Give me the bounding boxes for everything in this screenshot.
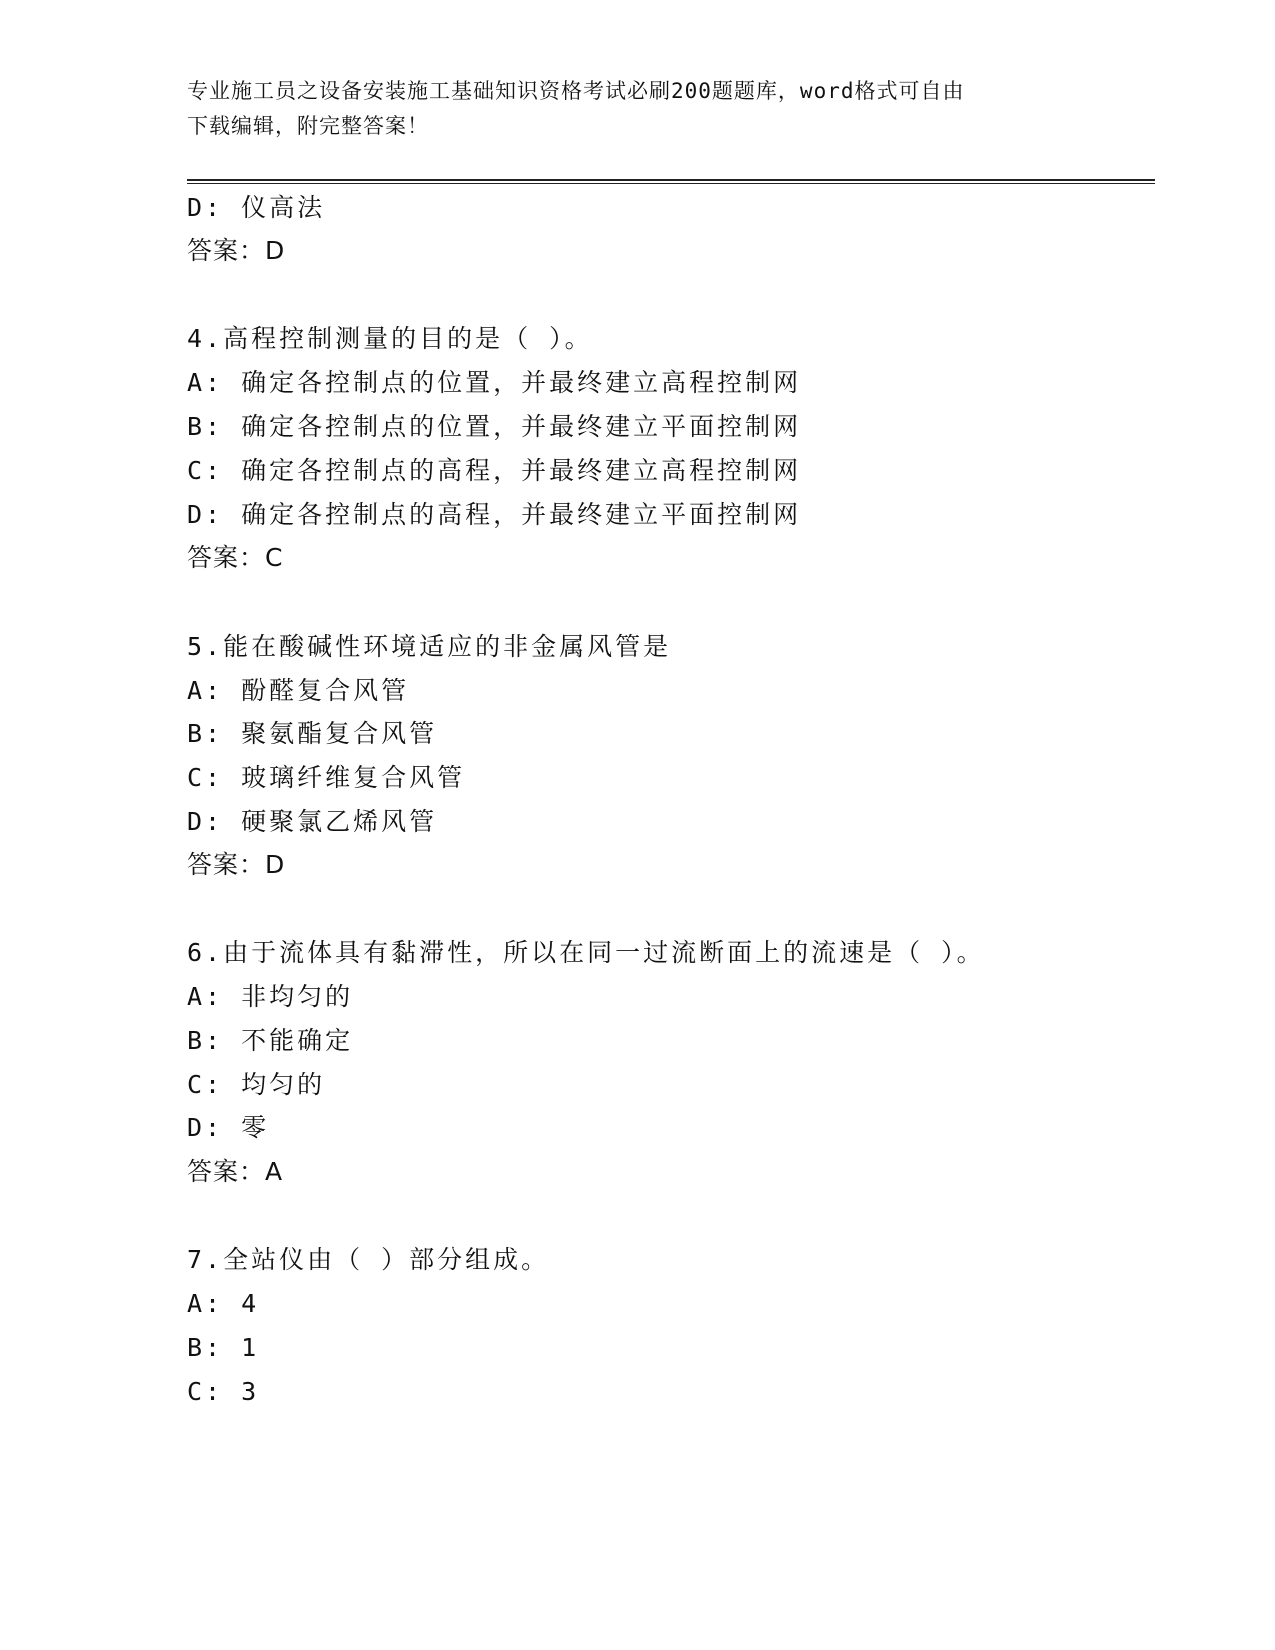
q4-question: 4.高程控制测量的目的是（ ）。 [187, 324, 593, 353]
q7-question: 7.全站仪由（ ）部分组成。 [187, 1245, 550, 1274]
q4-option-a: A: 确定各控制点的位置，并最终建立高程控制网 [187, 368, 802, 397]
q6-option-a: A: 非均匀的 [187, 982, 354, 1011]
q6-option-b: B: 不能确定 [187, 1026, 354, 1055]
q7-option-a: A: 4 [187, 1289, 260, 1318]
q5-question: 5.能在酸碱性环境适应的非金属风管是 [187, 632, 672, 661]
q4-option-d: D: 确定各控制点的高程，并最终建立平面控制网 [187, 500, 802, 529]
q3-answer: 答案：D [187, 236, 286, 265]
q6-option-c: C: 均匀的 [187, 1070, 326, 1099]
q5-option-a: A: 酚醛复合风管 [187, 676, 410, 705]
q7-option-b: B: 1 [187, 1333, 260, 1362]
q4-option-c: C: 确定各控制点的高程，并最终建立高程控制网 [187, 456, 802, 485]
header-title-line-1: 专业施工员之设备安装施工基础知识资格考试必刷200题题库，word格式可自由 [187, 79, 965, 103]
q6-answer: 答案：A [187, 1157, 284, 1186]
q5-answer: 答案：D [187, 850, 286, 879]
q4-option-b: B: 确定各控制点的位置，并最终建立平面控制网 [187, 412, 802, 441]
header-divider-thick [187, 179, 1155, 181]
header-title-line-2: 下载编辑，附完整答案！ [187, 114, 429, 138]
q3-option-d: D: 仪高法 [187, 193, 326, 222]
q5-option-d: D: 硬聚氯乙烯风管 [187, 807, 438, 836]
q5-option-b: B: 聚氨酯复合风管 [187, 719, 438, 748]
q5-option-c: C: 玻璃纤维复合风管 [187, 763, 466, 792]
q6-question: 6.由于流体具有黏滞性，所以在同一过流断面上的流速是（ ）。 [187, 938, 985, 967]
q7-option-c: C: 3 [187, 1377, 260, 1406]
q6-option-d: D: 零 [187, 1113, 270, 1142]
document-header [187, 74, 1067, 144]
header-divider-thin [187, 183, 1155, 184]
q4-answer: 答案：C [187, 543, 284, 572]
